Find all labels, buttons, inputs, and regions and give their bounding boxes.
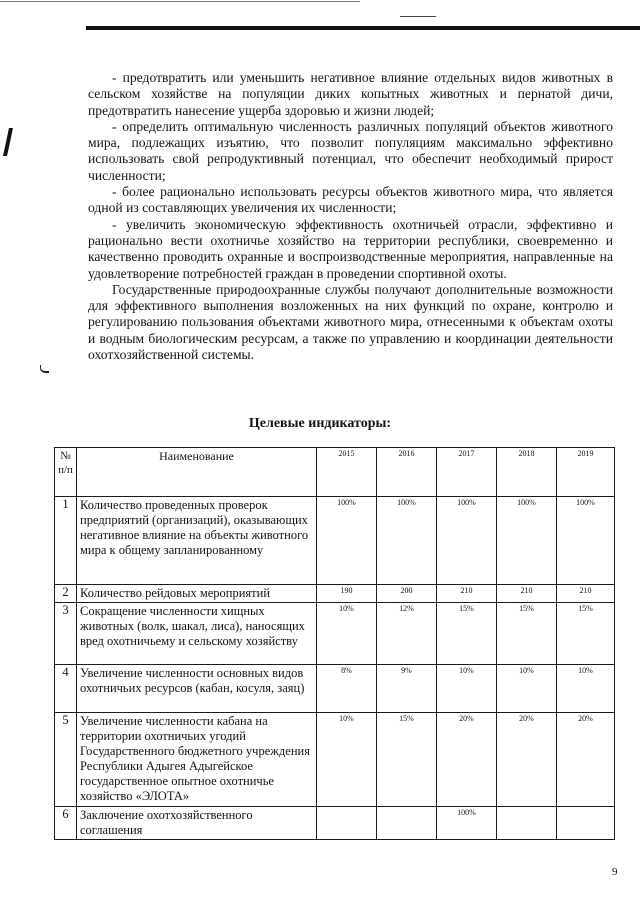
header-name: Наименование (77, 448, 317, 497)
paragraph: Государственные природоохранные службы получают дополнительные возможности для эффективного выполнения возложенных на них функций по охране, контролю и регулированию пользования объектами животного мира, отнесенными к объектам охоты и водным биологическим ресурсам, а также по управлению и координации деятельности охотхозяйственной системы. (88, 281, 613, 363)
row-num: 3 (55, 603, 77, 665)
row-value: 15% (497, 603, 557, 665)
row-value: 15% (437, 603, 497, 665)
scan-mark (3, 128, 13, 156)
row-value: 100% (317, 497, 377, 585)
indicators-table (54, 447, 615, 840)
body-text (88, 70, 613, 363)
table-row (55, 603, 615, 665)
paragraph: - определить оптимальную численность различных популяций объектов животного мира, подлежащих изъятию, что позволит популяциям максимально эффективно использовать свой репродуктивный потенциал, что обеспечит необходимый прирост численности; (88, 118, 613, 183)
header-year: 2015 (317, 448, 377, 497)
row-name: Увеличение численности основных видов охотничьих ресурсов (кабан, косуля, заяц) (77, 665, 317, 713)
row-num: 6 (55, 807, 77, 840)
row-value: 20% (437, 713, 497, 807)
row-value: 190 (317, 585, 377, 603)
paragraph: - предотвратить или уменьшить негативное влияние отдельных видов животных в сельском хозяйстве на популяции диких копытных животных и пернатой дичи, предотвратить нанесение ущерба здоровью и жизни людей; (88, 70, 613, 118)
table-row (55, 665, 615, 713)
row-name: Количество проведенных проверок предприятий (организаций), оказывающих негативное влияние на объекты животного мира к общему запланированному (77, 497, 317, 585)
row-value: 10% (497, 665, 557, 713)
row-num: 1 (55, 497, 77, 585)
table-row (55, 585, 615, 603)
row-value (377, 807, 437, 840)
paragraph: - увеличить экономическую эффективность охотничьей отрасли, эффективно и рационально вести охотничье хозяйство на территории республики, своевременно и качественно проводить охранные и воспроизводственные мероприятия, направленные на удовлетворение потребностей граждан в проведении спортивной охоты. (88, 216, 613, 281)
row-value: 8% (317, 665, 377, 713)
scan-dash (400, 16, 436, 17)
row-value: 12% (377, 603, 437, 665)
header-rule (86, 26, 640, 30)
row-name: Увеличение численности кабана на территории охотничьих угодий Государственного бюджетного учреждения Республики Адыгея Адыгейское государственное опытное охотничье хозяйство «ЭЛОТА» (77, 713, 317, 807)
row-value (497, 807, 557, 840)
page-number: 9 (612, 866, 618, 878)
header-year: 2018 (497, 448, 557, 497)
row-value: 10% (437, 665, 497, 713)
row-name: Сокращение численности хищных животных (волк, шакал, лиса), наносящих вред охотничьему и сельскому хозяйству (77, 603, 317, 665)
section-heading: Целевые индикаторы: (248, 416, 392, 431)
row-value (317, 807, 377, 840)
scan-mark (40, 365, 49, 373)
row-value: 20% (497, 713, 557, 807)
table-row (55, 713, 615, 807)
table-row (55, 497, 615, 585)
row-value: 200 (377, 585, 437, 603)
row-value: 100% (437, 807, 497, 840)
row-value (557, 807, 615, 840)
row-value: 210 (557, 585, 615, 603)
row-value: 9% (377, 665, 437, 713)
row-value: 210 (497, 585, 557, 603)
header-year: 2019 (557, 448, 615, 497)
row-value: 210 (437, 585, 497, 603)
row-value: 100% (377, 497, 437, 585)
row-value: 15% (377, 713, 437, 807)
row-value: 15% (557, 603, 615, 665)
row-value: 10% (317, 713, 377, 807)
table-row (55, 807, 615, 840)
row-num: 2 (55, 585, 77, 603)
row-num: 4 (55, 665, 77, 713)
table-header-row (55, 448, 615, 497)
scan-edge-line (0, 1, 360, 2)
paragraph: - более рационально использовать ресурсы объектов животного мира, что является одной из составляющих увеличения их численности; (88, 184, 613, 216)
row-name: Количество рейдовых мероприятий (77, 585, 317, 603)
row-value: 100% (497, 497, 557, 585)
row-value: 10% (317, 603, 377, 665)
row-name: Заключение охотхозяйственного соглашения (77, 807, 317, 840)
row-value: 100% (557, 497, 615, 585)
row-value: 10% (557, 665, 615, 713)
row-value: 100% (437, 497, 497, 585)
header-num: № п/п (55, 448, 77, 497)
row-num: 5 (55, 713, 77, 807)
header-year: 2017 (437, 448, 497, 497)
row-value: 20% (557, 713, 615, 807)
header-year: 2016 (377, 448, 437, 497)
